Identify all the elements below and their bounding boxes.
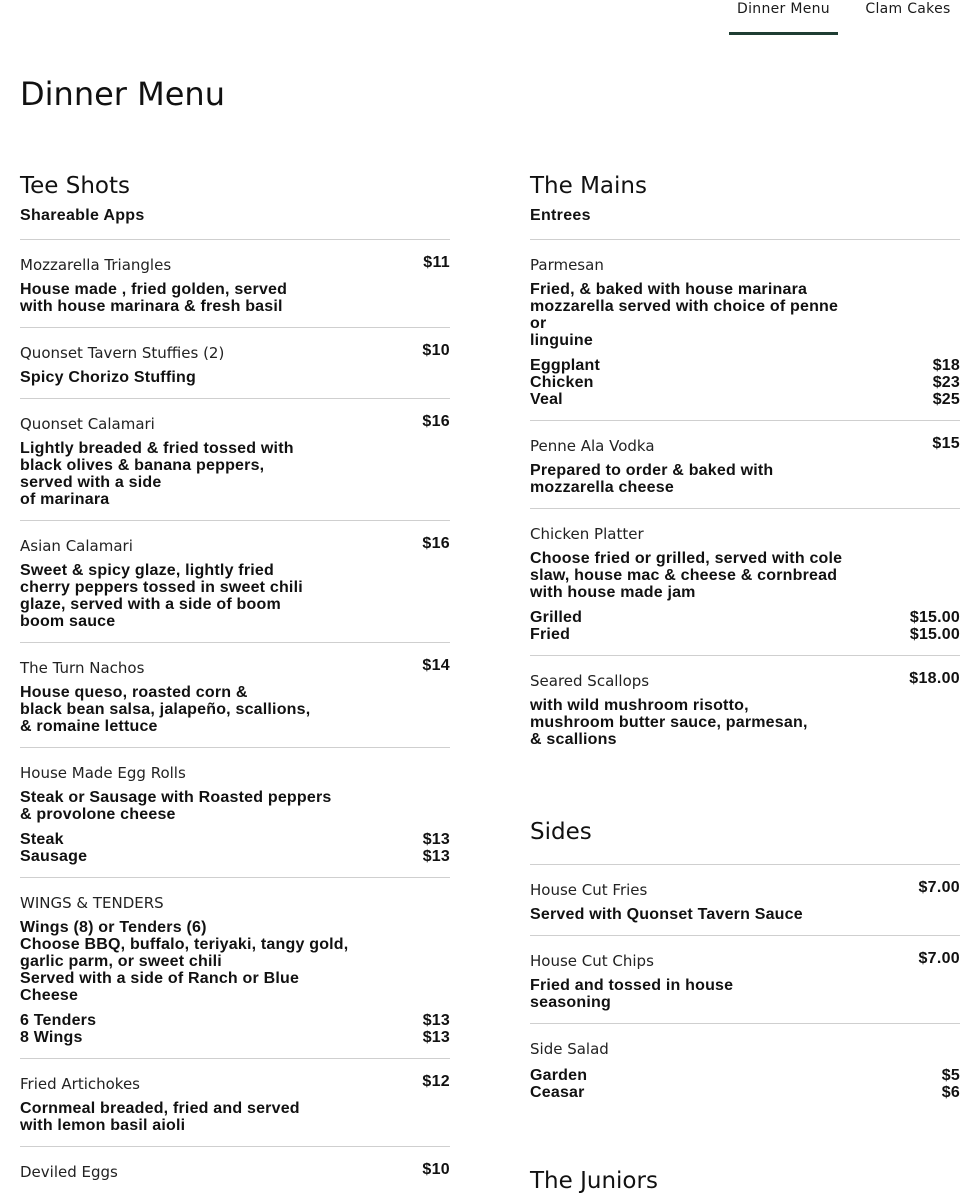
menu-item-description: Served with Quonset Tavern Sauce xyxy=(530,906,803,923)
sides-list xyxy=(530,865,960,1113)
menu-item-option xyxy=(530,1067,960,1084)
option-price: $15.00 xyxy=(909,626,960,643)
menu-item-header xyxy=(530,254,960,275)
menu-item-name: The Turn Nachos xyxy=(20,659,145,677)
menu-item-option xyxy=(530,391,960,408)
option-label: Fried xyxy=(530,626,571,643)
menu-item-header xyxy=(530,435,960,456)
option-label: Garden xyxy=(530,1067,588,1084)
menu-item-header xyxy=(530,950,960,971)
menu-item-name: House Cut Chips xyxy=(530,952,654,970)
section-header xyxy=(20,170,450,240)
menu-item-price: $18.00 xyxy=(909,670,960,687)
menu-item-options xyxy=(20,1012,450,1046)
menu-item-options xyxy=(20,831,450,865)
menu-item-option xyxy=(20,831,450,848)
menu-item-name: House Made Egg Rolls xyxy=(20,764,186,782)
tab-dinner-menu-label: Dinner Menu xyxy=(737,1,830,17)
menu-item-name: Seared Scallops xyxy=(530,672,650,690)
menu-item-description: Fried, & baked with house marinara mozzarella served with choice of penne or linguine xyxy=(530,281,839,349)
sides-title: Sides xyxy=(530,819,592,845)
menu-item-description: Steak or Sausage with Roasted peppers & provolone cheese xyxy=(20,789,332,823)
option-label: Sausage xyxy=(20,848,88,865)
menu-item-description: Cornmeal breaded, fried and served with lemon basil aioli xyxy=(20,1100,300,1134)
menu-item xyxy=(20,878,450,1059)
menu-item-description: Fried and tossed in house seasoning xyxy=(530,977,734,1011)
menu-item-description: Lightly breaded & fried tossed with black olives & banana peppers, served with a side of marinara xyxy=(20,440,294,508)
section-title: Tee Shots xyxy=(20,173,131,199)
menu-item-price: $10 xyxy=(422,1161,450,1178)
menu-item-description: with wild mushroom risotto, mushroom butter sauce, parmesan, & scallions xyxy=(530,697,808,748)
menu-item-header xyxy=(20,657,450,678)
menu-item-header xyxy=(530,879,960,900)
menu-item-options xyxy=(530,1067,960,1101)
menu-item-description: House queso, roasted corn & black bean salsa, jalapeño, scallions, & romaine lettuce xyxy=(20,684,311,735)
menu-item-header xyxy=(530,670,960,691)
menu-item-option xyxy=(530,609,960,626)
menu-item-name: Side Salad xyxy=(530,1040,609,1058)
menu-item xyxy=(20,643,450,748)
menu-item-price: $7.00 xyxy=(918,879,960,896)
option-label: Eggplant xyxy=(530,357,601,374)
menu-item xyxy=(530,1024,960,1113)
option-label: Grilled xyxy=(530,609,583,626)
tee-shots-section xyxy=(20,170,450,1194)
menu-item xyxy=(530,865,960,936)
menu-item-price: $7.00 xyxy=(918,950,960,967)
menu-item-header xyxy=(20,254,450,275)
option-label: 8 Wings xyxy=(20,1029,83,1046)
menu-item-header xyxy=(20,535,450,556)
menu-item xyxy=(530,656,960,760)
menu-item xyxy=(20,240,450,328)
menu-item-header xyxy=(20,762,450,783)
option-price: $25 xyxy=(932,391,960,408)
option-label: Ceasar xyxy=(530,1084,585,1101)
menu-item-option xyxy=(530,1084,960,1101)
menu-item xyxy=(20,328,450,399)
menu-item xyxy=(20,399,450,521)
menu-item-name: Deviled Eggs xyxy=(20,1163,118,1181)
menu-item-price: $12 xyxy=(422,1073,450,1090)
menu-item-price: $11 xyxy=(423,254,450,271)
menu-item-description: Prepared to order & baked with mozzarella cheese xyxy=(530,462,774,496)
option-price: $5 xyxy=(941,1067,960,1084)
menu-item xyxy=(530,936,960,1024)
menu-item-header xyxy=(530,523,960,544)
menu-item-name: Fried Artichokes xyxy=(20,1075,140,1093)
option-price: $15.00 xyxy=(909,609,960,626)
option-price: $13 xyxy=(422,848,450,865)
menu-item-description: Wings (8) or Tenders (6) Choose BBQ, buffalo, teriyaki, tangy gold, garlic parm, or sweet chili Served with a side of Ranch or Blue Cheese xyxy=(20,919,349,1004)
menu-item-options xyxy=(530,357,960,408)
menu-item-name: Asian Calamari xyxy=(20,537,133,555)
menu-item-price: $14 xyxy=(422,657,450,674)
option-price: $13 xyxy=(422,1012,450,1029)
menu-item-description: Sweet & spicy glaze, lightly fried cherry peppers tossed in sweet chili glaze, served with a side of boom boom sauce xyxy=(20,562,303,630)
option-label: Veal xyxy=(530,391,563,408)
menu-item-header xyxy=(20,342,450,363)
option-price: $6 xyxy=(941,1084,960,1101)
sides-header xyxy=(530,816,960,865)
the-mains-section xyxy=(530,170,960,1197)
menu-item-price: $16 xyxy=(422,535,450,552)
tab-clam-cakes-label: Clam Cakes xyxy=(865,1,951,17)
menu-item-header xyxy=(20,892,450,913)
menu-item-name: Chicken Platter xyxy=(530,525,644,543)
menu-item-header xyxy=(20,1073,450,1094)
menu-item-options xyxy=(530,609,960,643)
option-label: Steak xyxy=(20,831,64,848)
menu-item-option xyxy=(530,357,960,374)
menu-item-option xyxy=(20,848,450,865)
menu-item-option xyxy=(20,1012,450,1029)
spacer xyxy=(530,1113,960,1165)
option-price: $13 xyxy=(422,1029,450,1046)
menu-item-option xyxy=(530,374,960,391)
option-price: $13 xyxy=(422,831,450,848)
tab-dinner-menu[interactable] xyxy=(729,0,838,35)
menu-item xyxy=(20,1059,450,1147)
menu-item xyxy=(20,1147,450,1194)
menu-item-price: $15 xyxy=(932,435,960,452)
menu-item-header xyxy=(20,1161,450,1182)
menu-item-name: WINGS & TENDERS xyxy=(20,894,164,912)
menu-item-name: Parmesan xyxy=(530,256,604,274)
menu-item-name: Quonset Tavern Stuffies (2) xyxy=(20,344,225,362)
section-title: The Mains xyxy=(530,173,647,199)
menu-item-option xyxy=(530,626,960,643)
menu-item xyxy=(20,521,450,643)
section-subtitle: Entrees xyxy=(530,207,591,224)
juniors-title: The Juniors xyxy=(530,1168,658,1194)
menu-item-price: $16 xyxy=(422,413,450,430)
option-label: Chicken xyxy=(530,374,594,391)
option-label: 6 Tenders xyxy=(20,1012,97,1029)
menu-item-name: Penne Ala Vodka xyxy=(530,437,655,455)
option-price: $18 xyxy=(932,357,960,374)
menu-item-description: Spicy Chorizo Stuffing xyxy=(20,369,196,386)
menu-item-description: Choose fried or grilled, served with cole slaw, house mac & cheese & cornbread with house made jam xyxy=(530,550,843,601)
section-subtitle: Shareable Apps xyxy=(20,207,145,224)
menu-item-header xyxy=(530,1038,960,1059)
menu-item-name: House Cut Fries xyxy=(530,881,648,899)
menu-item-price: $10 xyxy=(422,342,450,359)
page-title: Dinner Menu xyxy=(20,75,225,113)
section-header xyxy=(530,170,960,240)
menu-item-list xyxy=(20,240,450,1194)
menu-item-name: Quonset Calamari xyxy=(20,415,155,433)
menu-item xyxy=(20,748,450,878)
menu-item xyxy=(530,509,960,656)
menu-item-description: House made , fried golden, served with house marinara & fresh basil xyxy=(20,281,288,315)
menu-item-list xyxy=(530,240,960,760)
spacer xyxy=(530,760,960,816)
menu-item-name: Mozzarella Triangles xyxy=(20,256,172,274)
menu-item-option xyxy=(20,1029,450,1046)
menu-item xyxy=(530,240,960,421)
menu-item xyxy=(530,421,960,509)
menu-item-header xyxy=(20,413,450,434)
tab-clam-cakes[interactable] xyxy=(856,0,960,32)
option-price: $23 xyxy=(932,374,960,391)
